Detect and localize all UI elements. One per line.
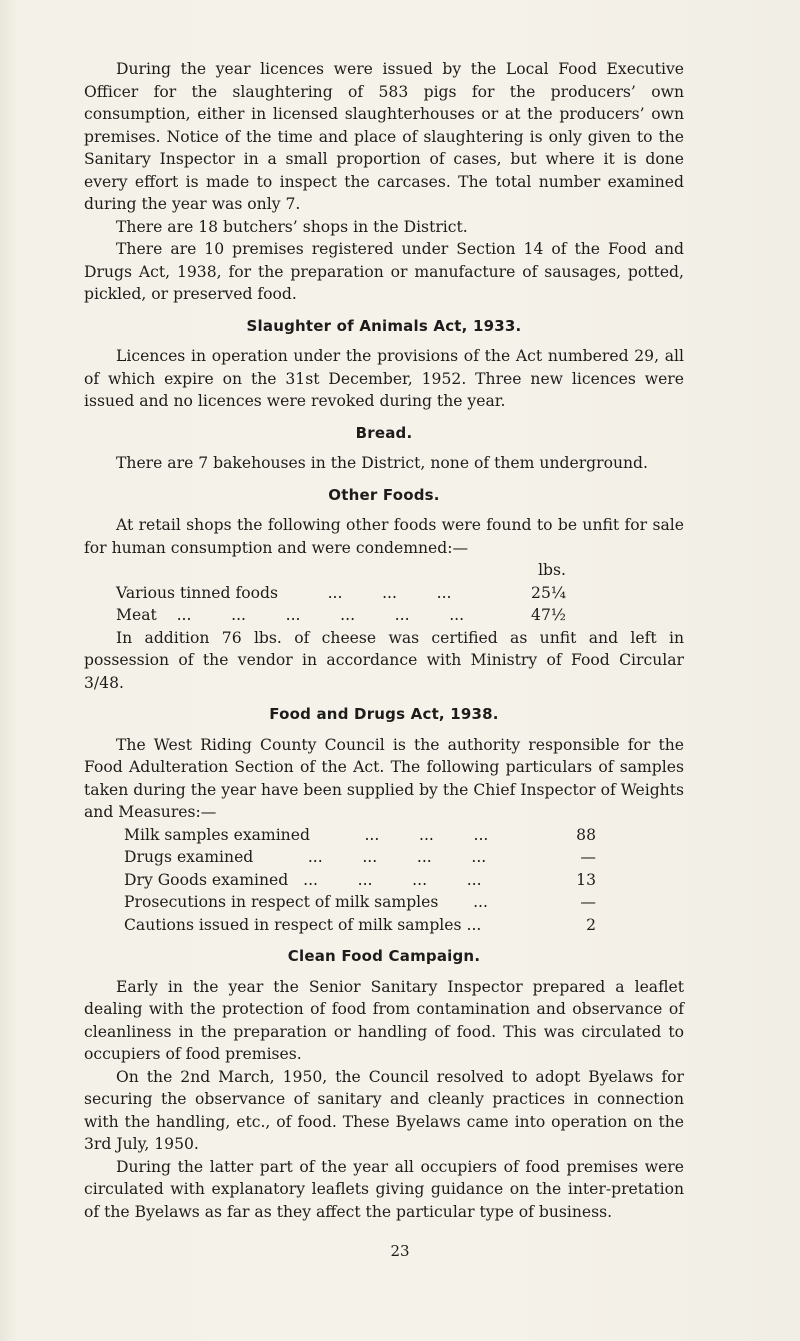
row-value: 13 — [576, 870, 596, 889]
samples-table — [124, 824, 596, 937]
table-row — [124, 824, 596, 847]
row-value: 47½ — [531, 606, 566, 624]
condemned-foods-table — [116, 559, 566, 627]
table-row — [124, 891, 596, 914]
paragraph-leaflet: Early in the year the Senior Sanitary Inspector prepared a leaflet dealing with the protection of food from contamination and observance of cleanliness in the preparation or handling of food. This was circulated to occupiers of food premises. — [84, 977, 684, 1063]
row-value: 2 — [586, 915, 596, 934]
row-label: Drugs examined ... ... ... ... — [124, 848, 487, 866]
table-row — [124, 869, 596, 892]
row-value: — — [580, 893, 596, 911]
row-value: 88 — [576, 825, 596, 844]
paragraph-slaughter-licences: Licences in operation under the provisions of the Act numbered 29, all of which expire on the 31st December, 1952. Three new licences were issued and no licences were revoked during the year. — [84, 347, 684, 410]
heading-slaughter-act: Slaughter of Animals Act, 1933. — [246, 316, 522, 335]
table-row — [116, 604, 566, 627]
paragraph-bakehouses: There are 7 bakehouses in the District, none of them underground. — [116, 454, 648, 472]
table-row — [124, 846, 596, 869]
paragraph-adulteration: The West Riding County Council is the authority responsible for the Food Adulteration Section of the Act. The following particulars of samples taken during the year have been supplied by the Chief Inspector of Weights and Measures:— — [84, 735, 684, 821]
paragraph-condemned-intro: At retail shops the following other foods were found to be unfit for sale for human consumption and were condemned:— — [84, 516, 684, 557]
row-label: Various tinned foods ... ... ... — [116, 583, 452, 602]
row-label: Meat ... ... ... ... ... ... — [116, 606, 465, 624]
paragraph-pig-licences: During the year licences were issued by the Local Food Executive Officer for the slaughtering of 583 pigs for the producers’ own consumption, either in licensed slaughterhouses or at the producers’ own premises. Notice of the time and place of slaughtering is only given to the Sanitary Inspector in a small proportion of cases, but where it is done every effort is made to inspect the carcases. The total number examined during the year was only 7. — [84, 60, 684, 213]
unit-label: lbs. — [538, 561, 566, 579]
row-value: — — [580, 848, 596, 866]
heading-food-drugs-act: Food and Drugs Act, 1938. — [269, 705, 499, 723]
heading-other-foods: Other Foods. — [328, 485, 440, 504]
heading-clean-food: Clean Food Campaign. — [287, 947, 481, 965]
paragraph-registered-premises: There are 10 premises registered under Section 14 of the Food and Drugs Act, 1938, for the preparation or manufacture of sausages, potted, pickled, or preserved food. — [84, 240, 684, 303]
row-value: 25¼ — [531, 583, 566, 602]
row-label: Dry Goods examined ... ... ... ... — [124, 870, 482, 889]
row-label: Cautions issued in respect of milk samples ... — [124, 915, 482, 934]
table-row — [124, 914, 596, 937]
paragraph-butchers: There are 18 butchers’ shops in the District. — [116, 217, 468, 236]
paragraph-explanatory-leaflets: During the latter part of the year all occupiers of food premises were circulated with explanatory leaflets giving guidance on the inter-pretation of the Byelaws as far as they affect the particular type of business. — [84, 1157, 684, 1221]
row-label: Prosecutions in respect of milk samples ... — [124, 893, 488, 911]
paragraph-cheese: In addition 76 lbs. of cheese was certified as unfit and left in possession of the vendor in accordance with Ministry of Food Circular 3/48. — [84, 628, 684, 692]
page-body — [84, 58, 684, 1223]
row-label: Milk samples examined ... ... ... — [124, 825, 489, 844]
page-number: 23 — [390, 1242, 410, 1260]
heading-bread: Bread. — [355, 423, 413, 442]
paragraph-byelaws: On the 2nd March, 1950, the Council resolved to adopt Byelaws for securing the observance of sanitary and cleanly practices in connection with the handling, etc., of food. These Byelaws came into operation on the 3rd July, 1950. — [84, 1067, 684, 1153]
table-row — [116, 582, 566, 605]
